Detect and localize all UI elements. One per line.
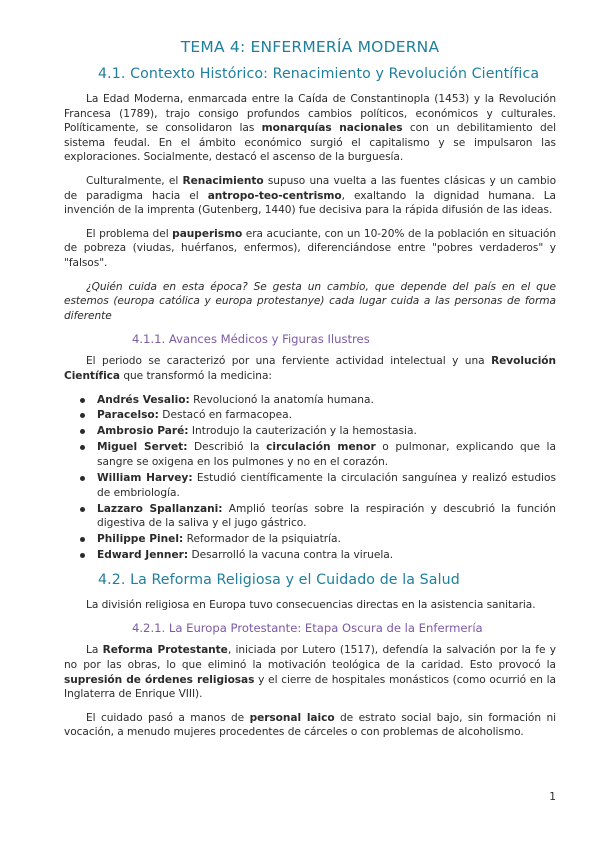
bullet-icon <box>80 553 85 558</box>
figures-list <box>80 393 556 563</box>
text-run: Destacó en farmacopea. <box>158 409 293 422</box>
bold-term: Edward Jenner: <box>97 549 189 562</box>
text-run: , iniciada por Lutero (1517), defendía la salvación por la fe y no por las obras, lo que eliminó la motivación teológica de la caridad. Esto provocó la <box>64 644 556 671</box>
bold-term: personal laico <box>249 711 335 724</box>
bullet-icon <box>80 507 85 512</box>
list-item <box>80 393 556 408</box>
list-item <box>80 532 556 547</box>
italic-paragraph: ¿Quién cuida en esta época? Se gesta un cambio, que depende del país en el que estemos (europa católica y europa protestanye) cada lugar cuida a las personas de forma diferente <box>64 280 556 322</box>
list-item <box>80 502 556 531</box>
text-run: Amplió teorías sobre la respiración y descubrió la función digestiva de la saliva y el jugo gástrico. <box>97 502 556 530</box>
text-run: era acuciante, con un 10-20% de la población en situación de pobreza (viudas, huérfanos, enfermos), diferenciándose entre "pobres verdaderos" y "falsos". <box>64 227 556 269</box>
list-item <box>80 424 556 439</box>
bold-term: circulación menor <box>266 441 376 454</box>
text-run: El problema del <box>86 227 173 240</box>
bold-term: supresión de órdenes religiosas <box>64 673 255 686</box>
bold-term: Paracelso: <box>97 409 159 422</box>
bold-term: Renacimiento <box>182 174 264 187</box>
text-run: Introdujo la cauterización y la hemostasia. <box>188 425 417 438</box>
section-heading-4-2: 4.2. La Reforma Religiosa y el Cuidado de la Salud <box>98 571 460 588</box>
bullet-icon <box>80 445 85 450</box>
page-number: 1 <box>549 791 556 803</box>
subsection-heading-4-1-1: 4.1.1. Avances Médicos y Figuras Ilustres <box>132 332 370 347</box>
list-item <box>80 548 556 563</box>
text-run: y el cierre de hospitales monásticos (como ocurrió en la Inglaterra de Enrique VIII). <box>64 673 556 701</box>
bold-term: Philippe Pinel: <box>97 533 184 546</box>
paragraph <box>64 227 556 271</box>
list-item <box>80 440 556 469</box>
bold-term: pauperismo <box>172 227 243 240</box>
paragraph <box>64 174 556 218</box>
bold-term: Reforma Protestante <box>102 644 228 657</box>
text-run: El periodo se caracterizó por una ferviente actividad intelectual y una <box>86 355 492 368</box>
document-title: TEMA 4: ENFERMERÍA MODERNA <box>180 38 440 56</box>
paragraph: La división religiosa en Europa tuvo consecuencias directas en la asistencia sanitaria. <box>86 598 536 611</box>
text-run: supuso una vuelta a las fuentes clásicas y un cambio de paradigma hacia el <box>64 174 557 202</box>
text-run: o pulmonar, explicando que la sangre se oxigena en los pulmones y no en el corazón. <box>97 441 556 469</box>
bold-term: Revolución Científica <box>64 355 556 382</box>
list-item <box>80 471 556 500</box>
bullet-icon <box>80 429 85 434</box>
bold-term: monarquías nacionales <box>261 122 403 135</box>
paragraph <box>64 92 556 165</box>
text-run: Culturalmente, el <box>86 174 183 187</box>
bold-term: antropo-teo-centrismo <box>207 189 342 202</box>
text-run: Reformador de la psiquiatría. <box>183 533 341 546</box>
text-run: La Edad Moderna, enmarcada entre la Caída de Constantinopla (1453) y la Revolución Francesa (1789), trajo consigo profundos cambios políticos, económicos y culturales. Políticamente, se consolidaron las <box>64 93 556 135</box>
bold-term: Andrés Vesalio: <box>97 393 190 406</box>
bold-term: Miguel Servet: <box>97 441 188 454</box>
text-run: Revolucionó la anatomía humana. <box>189 393 374 406</box>
text-run: de estrato social bajo, sin formación ni vocación, a menudo mujeres procedentes de cárceles o con problemas de alcoholismo. <box>64 711 557 739</box>
bullet-icon <box>80 476 85 481</box>
text-run: , exaltando la dignidad humana. La invención de la imprenta (Gutenberg, 1440) fue decisiva para la rápida difusión de las ideas. <box>64 189 556 217</box>
paragraph <box>64 643 556 701</box>
bullet-icon <box>80 413 85 418</box>
section-heading-4-1: 4.1. Contexto Histórico: Renacimiento y Revolución Científica <box>98 66 540 82</box>
text-run: con un debilitamiento del sistema feudal. En el ámbito económico surgió el capitalismo y se impulsaron las exploraciones. Socialmente, destacó el ascenso de la burguesía. <box>64 122 556 164</box>
bullet-icon <box>80 398 85 403</box>
paragraph <box>64 711 556 740</box>
text-run: Describió la <box>187 441 267 454</box>
bold-term: Lazzaro Spallanzani: <box>97 502 223 515</box>
text-run: La <box>86 644 103 657</box>
text-run: que transformó la medicina: <box>120 369 272 382</box>
bold-term: William Harvey: <box>97 472 193 485</box>
paragraph <box>64 354 556 383</box>
subsection-heading-4-2-1: 4.2.1. La Europa Protestante: Etapa Oscura de la Enfermería <box>132 621 483 636</box>
text-run: Desarrolló la vacuna contra la viruela. <box>188 549 394 562</box>
list-item <box>80 408 556 423</box>
text-run: El cuidado pasó a manos de <box>86 711 250 724</box>
bullet-icon <box>80 537 85 542</box>
bold-term: Ambrosio Paré: <box>97 425 189 438</box>
text-run: Estudió científicamente la circulación sanguínea y realizó estudios de embriología. <box>97 472 556 499</box>
